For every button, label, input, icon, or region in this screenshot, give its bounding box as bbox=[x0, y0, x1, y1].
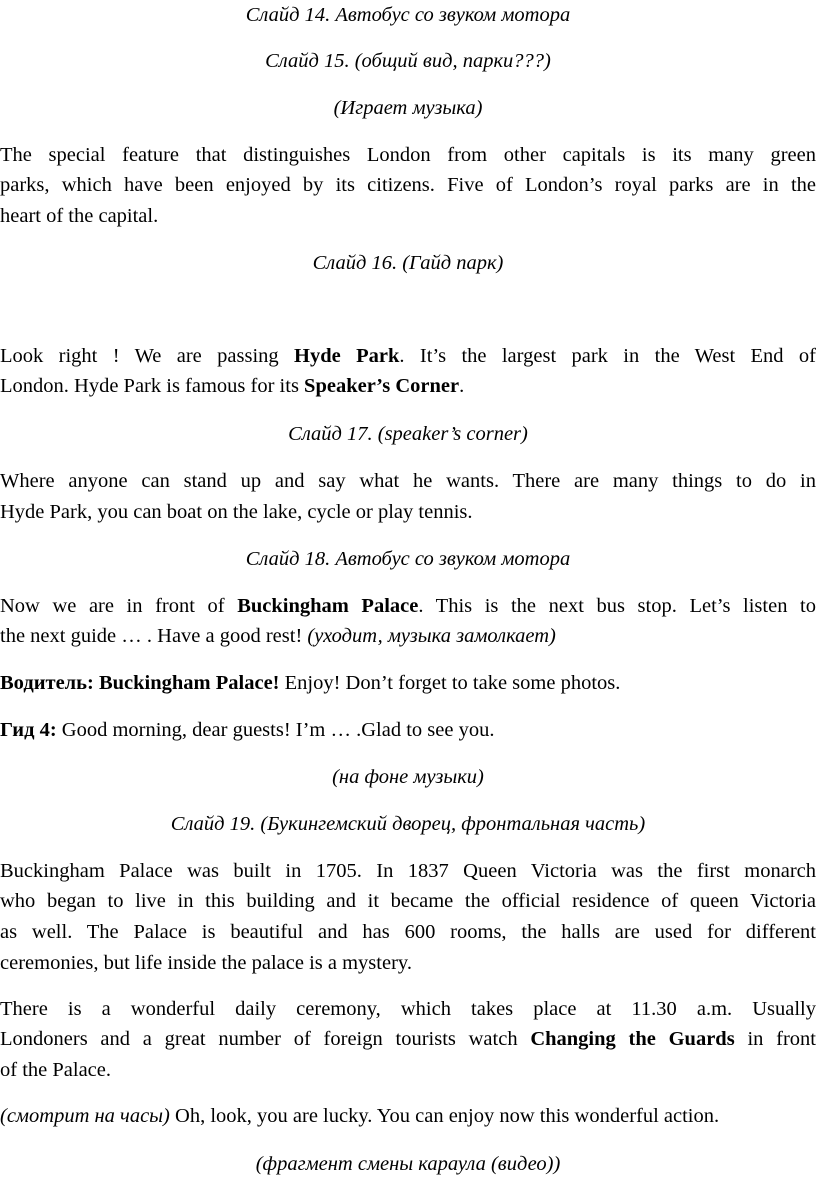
slide-18-heading: Слайд 18. Автобус со звуком мотора bbox=[245, 548, 571, 570]
text-run: London. Hyde Park is famous for its bbox=[0, 375, 305, 397]
paragraph-ceremony-line-2 bbox=[0, 1024, 816, 1054]
paragraph-palace-history-line-4: ceremonies, but life inside the palace is a mystery. bbox=[0, 952, 412, 974]
video-note: (фрагмент смены караула (видео)) bbox=[255, 1153, 561, 1175]
paragraph-hyde-park-line-2 bbox=[0, 371, 816, 401]
driver-line bbox=[0, 668, 816, 698]
paragraph-palace-history-line-2: who began to live in this building and it became the official residence of queen Victoria bbox=[0, 890, 816, 912]
slide-14-heading: Слайд 14. Автобус со звуком мотора bbox=[245, 4, 571, 26]
slide-19-heading: Слайд 19. (Букингемский дворец, фронтальная часть) bbox=[170, 813, 646, 835]
text-run: . bbox=[459, 375, 465, 397]
driver-speaker-label: Водитель: Buckingham Palace! bbox=[0, 672, 280, 694]
text-run: Londoners and a great number of foreign tourists watch bbox=[0, 1028, 531, 1050]
paragraph-parks-line-2: parks, which have been enjoyed by its citizens. Five of London’s royal parks are in the bbox=[0, 174, 816, 196]
text-run: Now we are in front of bbox=[0, 595, 238, 617]
slide-16-heading: Слайд 16. (Гайд парк) bbox=[312, 252, 504, 274]
music-note-1: (Играет музыка) bbox=[333, 97, 483, 119]
buckingham-palace-bold: Buckingham Palace bbox=[237, 595, 419, 617]
text-run: . This is the next bus stop. Let’s listen to bbox=[418, 595, 816, 617]
paragraph-parks-line-1: The special feature that distinguishes London from other capitals is its many green bbox=[0, 144, 816, 166]
guide-4-text: Good morning, dear guests! I’m … .Glad to see you. bbox=[56, 719, 495, 741]
paragraph-ceremony-line-1: There is a wonderful daily ceremony, which takes place at 11.30 a.m. Usually bbox=[0, 998, 816, 1020]
slide-17-heading: Слайд 17. (speaker’s corner) bbox=[288, 423, 528, 445]
speakers-corner-bold: Speaker’s Corner bbox=[304, 375, 460, 397]
paragraph-hyde-park-line-1 bbox=[0, 341, 816, 371]
music-note-2: (на фоне музыки) bbox=[332, 766, 484, 788]
stage-direction: (смотрит на часы) bbox=[0, 1105, 170, 1127]
paragraph-speakers-line-2: Hyde Park, you can boat on the lake, cycle or play tennis. bbox=[0, 501, 473, 523]
hyde-park-bold: Hyde Park bbox=[294, 345, 400, 367]
guide-4-speaker-label: Гид 4: bbox=[0, 719, 57, 741]
text-run: Oh, look, you are lucky. You can enjoy now this wonderful action. bbox=[169, 1105, 720, 1127]
guide-4-line bbox=[0, 715, 816, 745]
text-run: the next guide … . Have a good rest! bbox=[0, 625, 308, 647]
paragraph-palace-history-line-1: Buckingham Palace was built in 1705. In 1837 Queen Victoria was the first monarch bbox=[0, 860, 816, 882]
paragraph-ceremony-line-3: of the Palace. bbox=[0, 1059, 111, 1081]
text-run: . It’s the largest park in the West End of bbox=[399, 345, 816, 367]
paragraph-speakers-line-1: Where anyone can stand up and say what he wants. There are many things to do in bbox=[0, 470, 816, 492]
paragraph-palace-intro-line-2 bbox=[0, 621, 816, 651]
changing-guards-bold: Changing the Guards bbox=[530, 1028, 735, 1050]
driver-text: Enjoy! Don’t forget to take some photos. bbox=[279, 672, 621, 694]
text-run: in front bbox=[734, 1028, 816, 1050]
paragraph-palace-history-line-3: as well. The Palace is beautiful and has 600 rooms, the halls are used for different bbox=[0, 921, 816, 943]
paragraph-palace-intro-line-1 bbox=[0, 591, 816, 621]
stage-direction: (уходит, музыка замолкает) bbox=[307, 625, 556, 647]
slide-15-heading: Слайд 15. (общий вид, парки???) bbox=[265, 50, 551, 72]
paragraph-parks-line-3: heart of the capital. bbox=[0, 205, 159, 227]
text-run: Look right ! We are passing bbox=[0, 345, 295, 367]
paragraph-lucky-line bbox=[0, 1101, 816, 1131]
